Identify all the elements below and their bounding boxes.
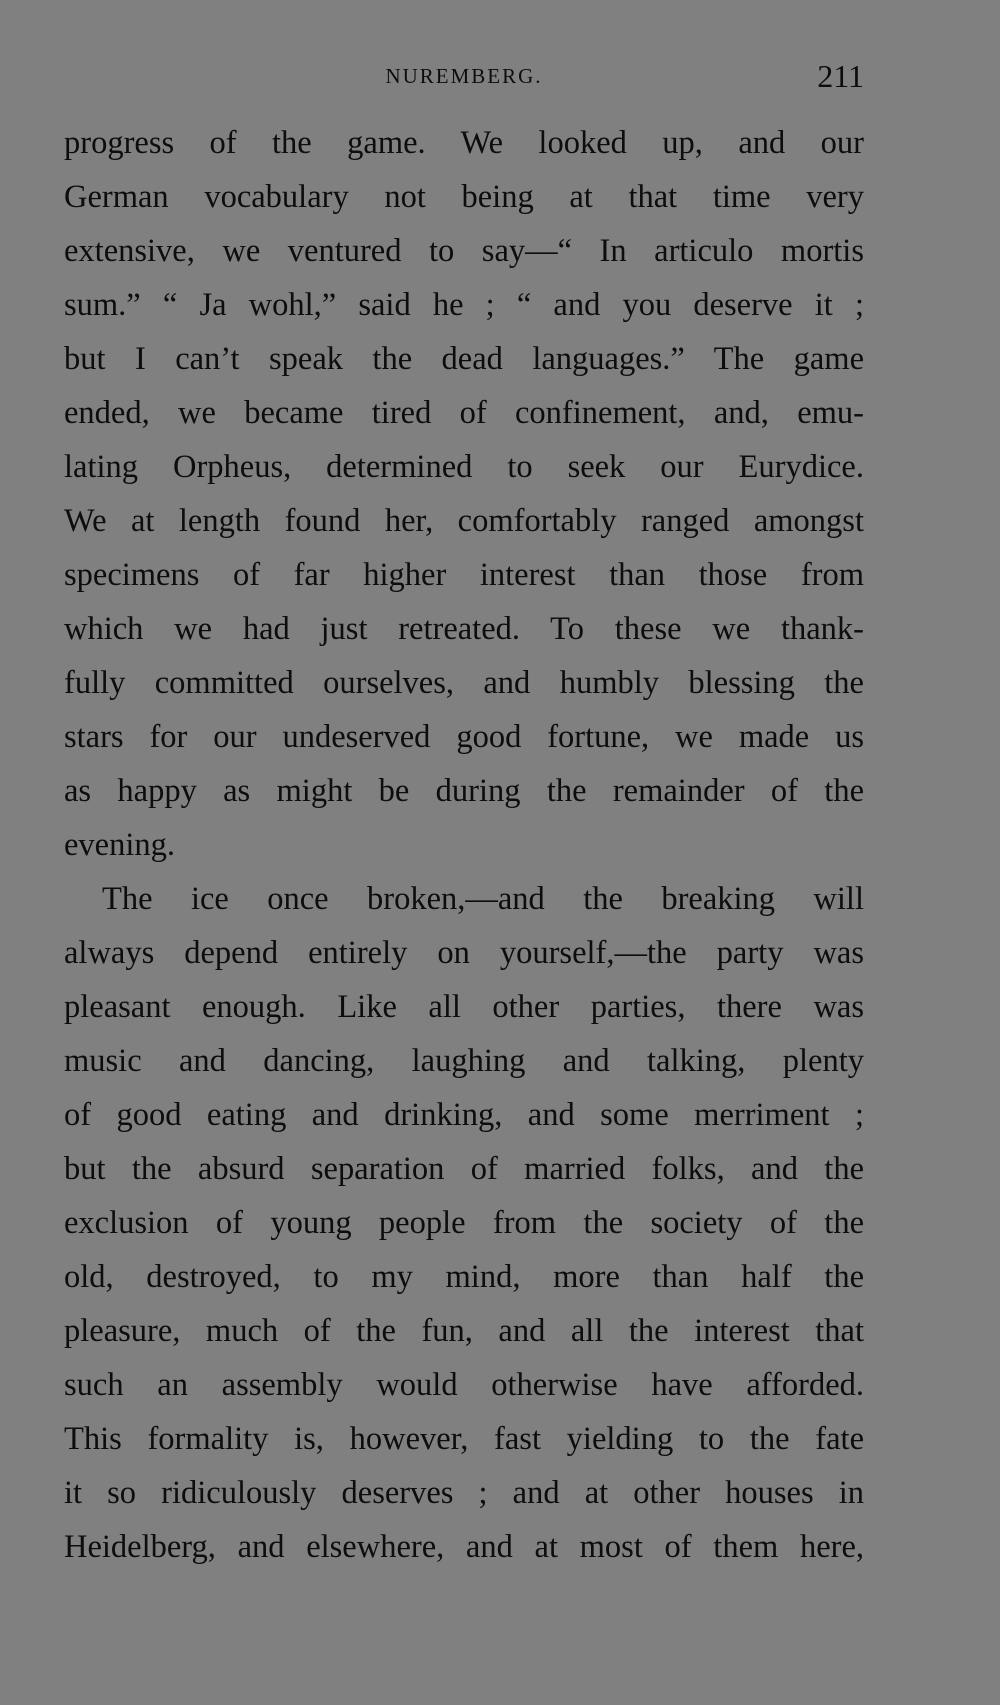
- running-title: NUREMBERG.: [385, 64, 543, 88]
- text-line: but I can’t speak the dead languages.” The game: [64, 341, 864, 377]
- running-head: [64, 58, 864, 98]
- text-line: evening.: [64, 827, 176, 863]
- text-line: The ice once broken,—and the breaking will: [102, 881, 864, 917]
- text-line: as happy as might be during the remainder of the: [64, 773, 864, 809]
- text-line: stars for our undeserved good fortune, we made us: [64, 719, 864, 755]
- text-line: progress of the game. We looked up, and our: [64, 125, 864, 161]
- text-line: German vocabulary not being at that time very: [64, 179, 864, 215]
- text-line: fully committed ourselves, and humbly blessing the: [64, 665, 864, 701]
- text-line: of good eating and drinking, and some merriment ;: [64, 1097, 864, 1133]
- text-line: such an assembly would otherwise have afforded.: [64, 1367, 864, 1403]
- text-line: Heidelberg, and elsewhere, and at most of them here,: [64, 1529, 864, 1565]
- text-line: exclusion of young people from the society of the: [64, 1205, 864, 1241]
- text-line: We at length found her, comfortably ranged amongst: [64, 503, 864, 539]
- page-number: 211: [817, 58, 864, 94]
- text-line: pleasant enough. Like all other parties, there was: [64, 989, 864, 1025]
- text-line: ended, we became tired of confinement, and, emu-: [64, 395, 864, 431]
- text-line: old, destroyed, to my mind, more than half the: [64, 1259, 864, 1295]
- text-line: lating Orpheus, determined to seek our Eurydice.: [64, 449, 864, 485]
- body-text: [64, 116, 864, 1574]
- paragraph: [64, 116, 864, 872]
- text-line: always depend entirely on yourself,—the party was: [64, 935, 864, 971]
- text-line: extensive, we ventured to say—“ In articulo mortis: [64, 233, 864, 269]
- text-line: but the absurd separation of married folks, and the: [64, 1151, 864, 1187]
- text-line: it so ridiculously deserves ; and at other houses in: [64, 1475, 864, 1511]
- text-line: which we had just retreated. To these we thank-: [64, 611, 864, 647]
- text-line: music and dancing, laughing and talking, plenty: [64, 1043, 864, 1079]
- text-line: This formality is, however, fast yielding to the fate: [64, 1421, 864, 1457]
- text-line: specimens of far higher interest than those from: [64, 557, 864, 593]
- paragraph: [64, 872, 864, 1574]
- text-line: pleasure, much of the fun, and all the interest that: [64, 1313, 864, 1349]
- text-line: sum.” “ Ja wohl,” said he ; “ and you deserve it ;: [64, 287, 864, 323]
